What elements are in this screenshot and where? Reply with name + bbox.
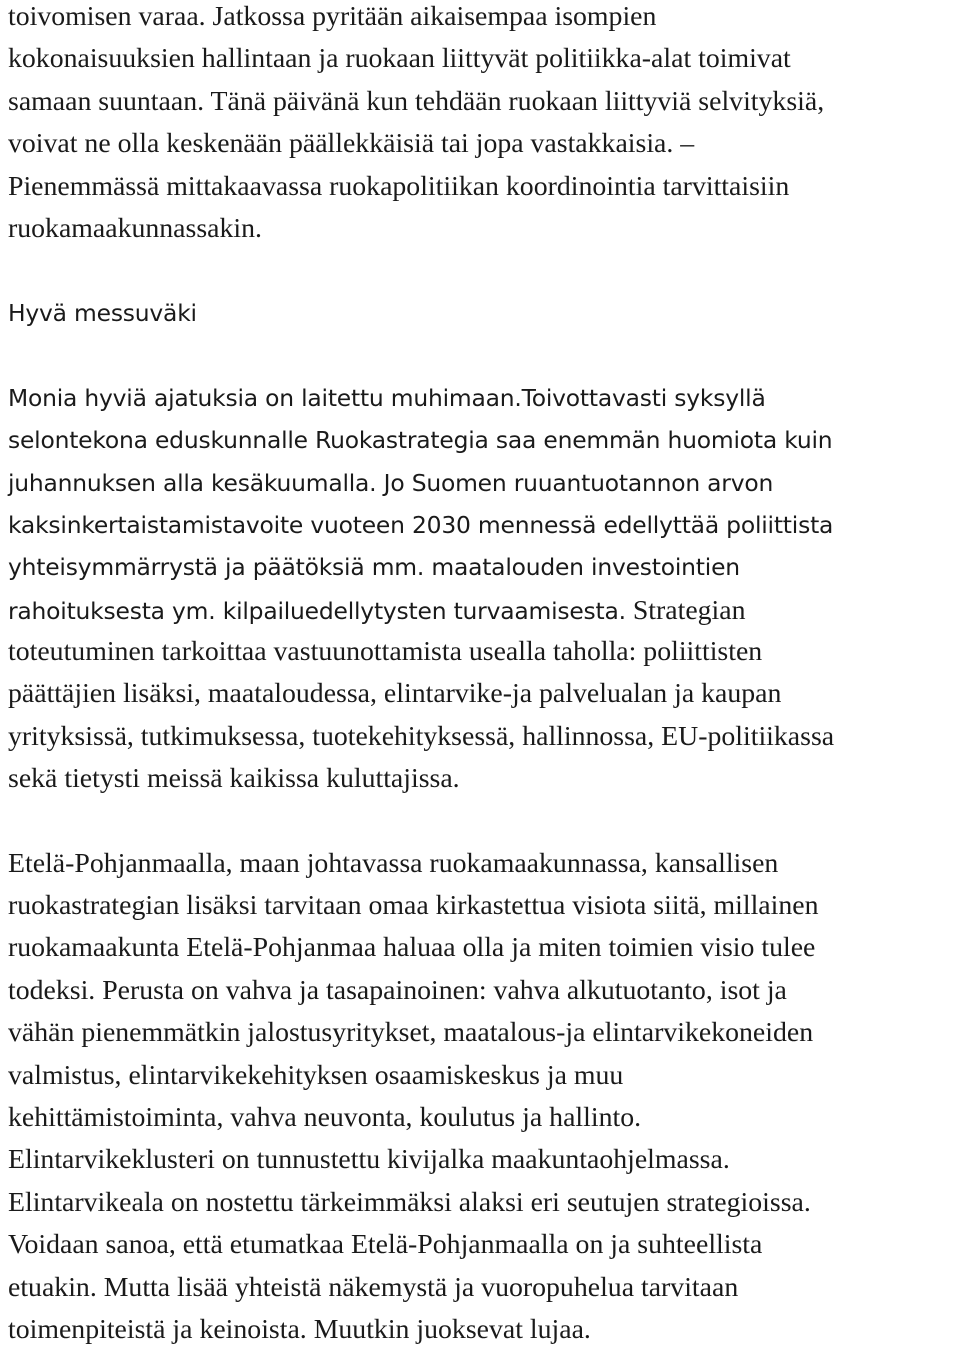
text-line: juhannuksen alla kesäkuumalla. Jo Suomen ruuantuotannon arvon: [8, 468, 774, 497]
paragraph-intro: [8, 0, 960, 250]
text-line: yhteisymmärrystä ja päätöksiä mm. maatalouden investointien: [8, 553, 740, 582]
text-line: Elintarvikeklusteri on tunnustettu kivijalka maakuntaohjelmassa.: [8, 1144, 730, 1176]
text-line: etuakin. Mutta lisää yhteistä näkemystä ja vuoropuhelua tarvitaan: [8, 1271, 739, 1303]
text-line: samaan suuntaan. Tänä päivänä kun tehdään ruokaan liittyviä selvityksiä,: [8, 85, 825, 117]
text-line: sekä tietysti meissä kaikissa kuluttajissa.: [8, 763, 460, 795]
text-line: Etelä-Pohjanmaalla, maan johtavassa ruokamaakunnassa, kansallisen: [8, 847, 779, 879]
text-line: kaksinkertaistamistavoite vuoteen 2030 mennessä edellyttää poliittista: [8, 510, 834, 539]
paragraph-gap: [8, 335, 960, 377]
text-line: Voidaan sanoa, että etumatkaa Etelä-Pohjanmaalla on ja suhteellista: [8, 1229, 763, 1261]
text-line: toivomisen varaa. Jatkossa pyritään aikaisempaa isompien: [8, 1, 657, 32]
text-line: kokonaisuuksien hallintaan ja ruokaan liittyvät politiikka-alat toimivat: [8, 43, 791, 75]
text-line: kehittämistoiminta, vahva neuvonta, koulutus ja hallinto.: [8, 1101, 642, 1133]
text-segment-sans: rahoituksesta ym. kilpailuedellytysten turvaamisesta.: [8, 596, 626, 625]
text-line: valmistus, elintarvikekehityksen osaamiskeskus ja muu: [8, 1059, 624, 1091]
section-heading: Hyvä messuväki: [8, 299, 197, 328]
text-line: Elintarvikeala on nostettu tärkeimmäksi alaksi eri seutujen strategioissa.: [8, 1186, 811, 1218]
paragraph-gap: [8, 250, 960, 292]
text-line: ruokamaakunnassakin.: [8, 212, 262, 244]
text-line: toteutuminen tarkoittaa vastuunottamista usealla taholla: poliittisten: [8, 636, 763, 668]
text-line: toimenpiteistä ja keinoista. Muutkin juoksevat lujaa.: [8, 1313, 591, 1345]
text-line: Pienemmässä mittakaavassa ruokapolitiikan koordinointia tarvittaisiin: [8, 170, 790, 202]
text-line: ruokamaakunta Etelä-Pohjanmaa haluaa olla ja miten toimien visio tulee: [8, 932, 816, 964]
text-line: yrityksissä, tutkimuksessa, tuotekehityksessä, hallinnossa, EU-politiikassa: [8, 720, 835, 752]
text-line: selontekona eduskunnalle Ruokastrategia saa enemmän huomiota kuin: [8, 426, 833, 455]
paragraph-gap: [8, 801, 960, 843]
text-line: todeksi. Perusta on vahva ja tasapainoinen: vahva alkutuotanto, isot ja: [8, 974, 787, 1006]
text-line: vähän pienemmätkin jalostusyritykset, maatalous-ja elintarvikekoneiden: [8, 1017, 814, 1049]
text-line: Monia hyviä ajatuksia on laitettu muhimaan.Toivottavasti syksyllä: [8, 383, 766, 412]
text-segment-serif: Strategian: [625, 594, 746, 626]
text-line-mixed: [8, 589, 960, 631]
text-line: voivat ne olla keskenään päällekkäisiä tai jopa vastakkaisia. –: [8, 128, 695, 160]
paragraph-region: [8, 843, 960, 1351]
paragraph-strategy: [8, 377, 960, 801]
text-line: ruokastrategian lisäksi tarvitaan omaa kirkastettua visiota siitä, millainen: [8, 890, 819, 922]
document-page: [8, 0, 960, 1351]
text-line: päättäjien lisäksi, maataloudessa, elintarvike-ja palvelualan ja kaupan: [8, 678, 782, 710]
